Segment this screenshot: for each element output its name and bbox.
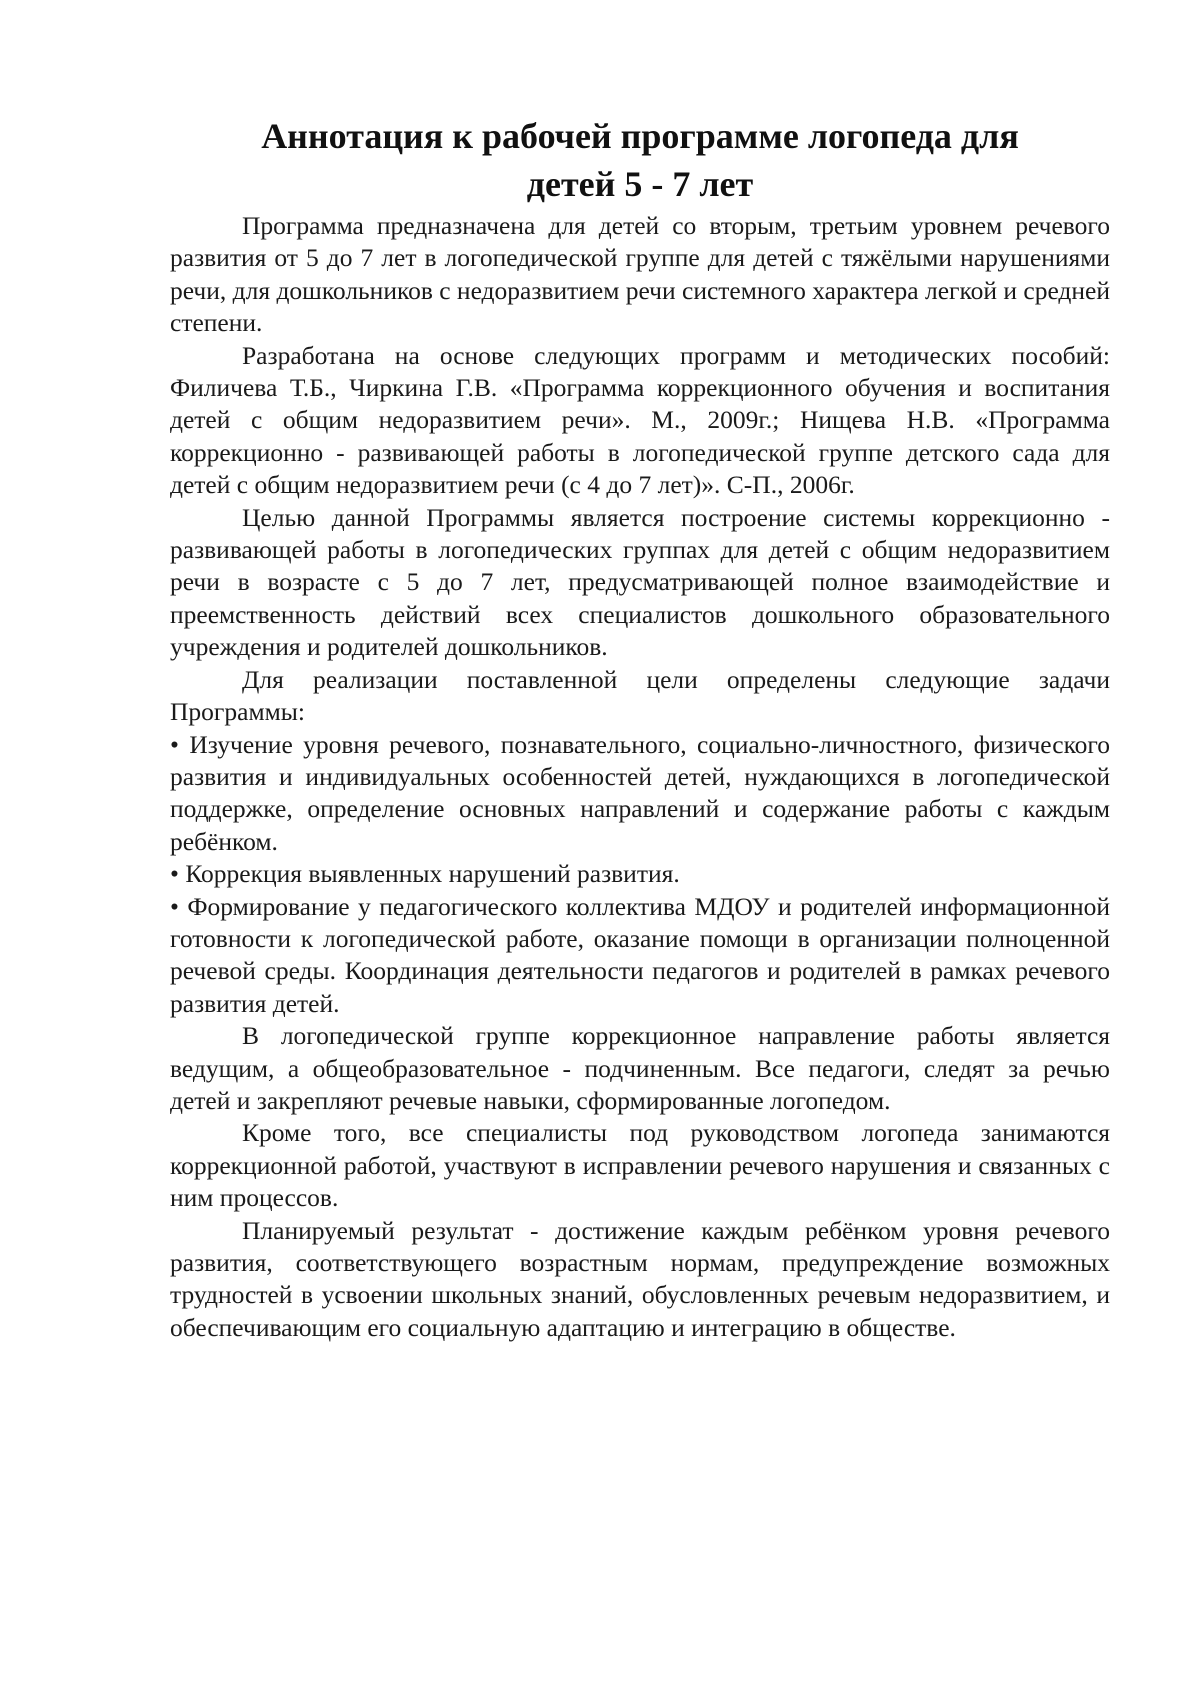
bullet-item: [170, 729, 1110, 859]
bullet-text: Коррекция выявленных нарушений развития.: [185, 859, 680, 889]
bullet-icon: •: [170, 729, 179, 759]
paragraph-expected-result: Планируемый результат - достижение каждым ребёнком уровня речевого развития, соответствующего возрастным нормам, предупреждение возможных трудностей в усвоении школьных знаний, обусловленных речевым недоразвитием, и обеспечивающим его социальную адаптацию и интеграцию в обществе.: [170, 1215, 1110, 1342]
bullet-icon: •: [170, 859, 179, 889]
bullet-icon: •: [170, 891, 179, 921]
paragraph-sources: Разработана на основе следующих программ и методических пособий: Филичева Т.Б., Чиркина Г.В. «Программа коррекционного обучения и воспитания детей с общим недоразвитием речи». М., 2009г.; Нищева Н.В. «Программа коррекционно - развивающей работы в логопедической группе детского сада для детей с общим недоразвитием речи (с 4 до 7 лет)». С-П., 2006г.: [170, 340, 1110, 500]
document-title: [170, 112, 1110, 208]
bullet-text: Формирование у педагогического коллектива МДОУ и родителей информационной готовности к логопедической работе, оказание помощи в организации полноценной речевой среды. Координация деятельности педагогов и родителей в рамках речевого развития детей.: [170, 891, 1111, 1018]
paragraph-goal: Целью данной Программы является построение системы коррекционно - развивающей работы в логопедических группах для детей с общим недоразвитием речи в возрасте с 5 до 7 лет, предусматривающей полное взаимодействие и преемственность действий всех специалистов дошкольного образовательного учреждения и родителей дошкольников.: [170, 502, 1110, 662]
paragraph-specialists: Кроме того, все специалисты под руководством логопеда занимаются коррекционной работой, участвуют в исправлении речевого нарушения и связанных с ним процессов.: [170, 1118, 1110, 1213]
title-line-2: детей 5 - 7 лет: [526, 164, 754, 204]
bullet-item: [170, 858, 1110, 890]
document-body: [170, 210, 1110, 1344]
paragraph-purpose: Программа предназначена для детей со вторым, третьим уровнем речевого развития от 5 до 7 лет в логопедической группе для детей с тяжёлыми нарушениями речи, для дошкольников с недоразвитием речи системного характера легкой и средней степени.: [170, 211, 1111, 338]
bullet-item: [170, 891, 1110, 1021]
paragraph-leading-direction: В логопедической группе коррекционное направление работы является ведущим, а общеобразовательное - подчиненным. Все педагоги, следят за речью детей и закрепляют речевые навыки, сформированные логопедом.: [170, 1021, 1110, 1115]
paragraph-tasks-intro: Для реализации поставленной цели определены следующие задачи Программы:: [170, 664, 1110, 727]
document-content: [170, 112, 1110, 1344]
bullet-text: Изучение уровня речевого, познавательного, социально-личностного, физического развития и индивидуальных особенностей детей, нуждающихся в логопедической поддержке, определение основных направлений и содержание работы с каждым ребёнком.: [170, 729, 1110, 856]
title-line-1: Аннотация к рабочей программе логопеда для: [261, 116, 1019, 156]
